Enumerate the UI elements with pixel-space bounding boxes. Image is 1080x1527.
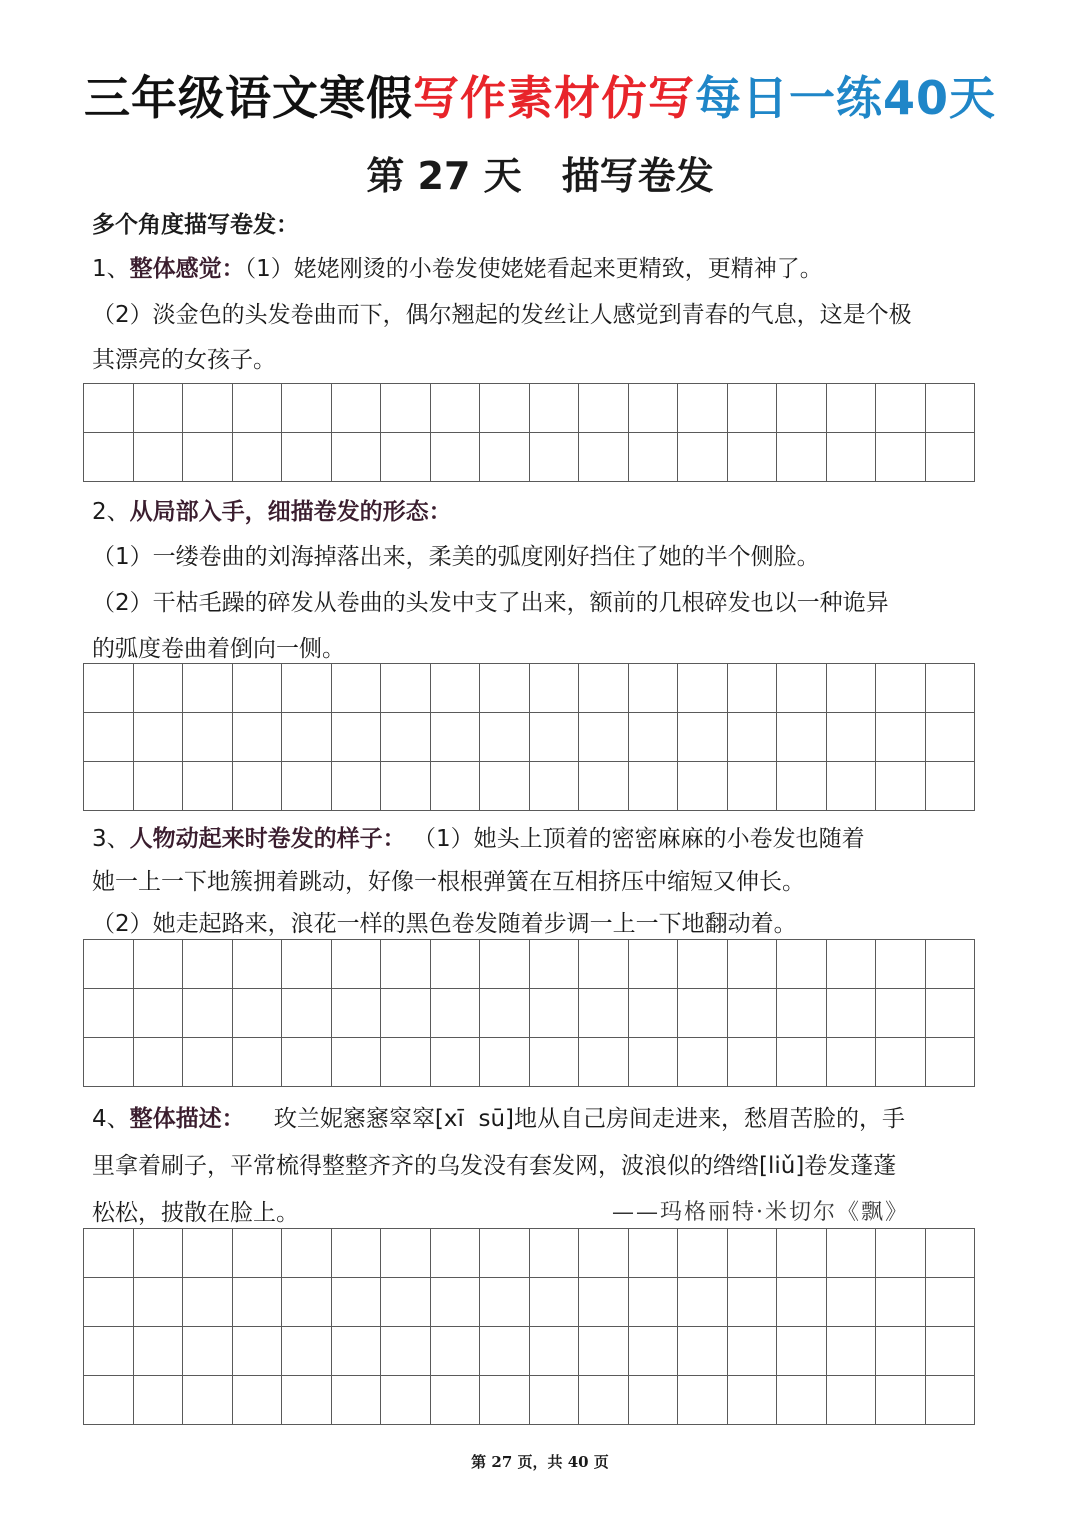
grid-cell[interactable] <box>876 1038 926 1087</box>
grid-cell[interactable] <box>430 989 480 1038</box>
quote-attribution: ——玛格丽特·米切尔《飘》 <box>612 1200 909 1225</box>
grid-cell[interactable] <box>727 433 777 482</box>
grid-row <box>84 433 975 482</box>
grid-cell[interactable] <box>925 1038 975 1087</box>
grid-cell[interactable] <box>84 384 134 433</box>
grid-cell[interactable] <box>133 940 183 989</box>
grid-cell[interactable] <box>84 1229 134 1278</box>
section-3-line-1 <box>92 820 865 853</box>
grid-cell[interactable] <box>232 664 282 713</box>
section-2-line-2: （1）一缕卷曲的刘海掉落出来，柔美的弧度刚好挡住了她的半个侧脸。 <box>92 544 820 570</box>
grid-cell[interactable] <box>84 1376 134 1425</box>
grid-cell[interactable] <box>133 1278 183 1327</box>
section-3-line-2: 她一上一下地簇拥着跳动，好像一根根弹簧在互相挤压中缩短又伸长。 <box>92 869 805 895</box>
grid-cell[interactable] <box>925 1327 975 1376</box>
grid-cell[interactable] <box>480 1278 530 1327</box>
grid-cell[interactable] <box>826 1376 876 1425</box>
grid-cell[interactable] <box>826 1327 876 1376</box>
title-part-black: 三年级语文寒假 <box>83 71 413 125</box>
grid-cell[interactable] <box>133 433 183 482</box>
grid-cell[interactable] <box>727 384 777 433</box>
grid-cell[interactable] <box>678 1327 728 1376</box>
grid-cell[interactable] <box>232 1327 282 1376</box>
grid-cell[interactable] <box>925 713 975 762</box>
grid-cell[interactable] <box>480 664 530 713</box>
grid-cell[interactable] <box>183 1327 233 1376</box>
grid-cell[interactable] <box>678 1229 728 1278</box>
grid-row <box>84 1327 975 1376</box>
grid-row <box>84 1229 975 1278</box>
grid-cell[interactable] <box>133 664 183 713</box>
grid-cell[interactable] <box>331 940 381 989</box>
grid-cell[interactable] <box>84 940 134 989</box>
grid-cell[interactable] <box>331 1376 381 1425</box>
grid-cell[interactable] <box>331 713 381 762</box>
grid-cell[interactable] <box>826 433 876 482</box>
grid-cell[interactable] <box>282 713 332 762</box>
section-heading: 整体感觉： <box>129 256 245 282</box>
grid-cell[interactable] <box>628 713 678 762</box>
grid-cell[interactable] <box>480 1038 530 1087</box>
grid-cell[interactable] <box>529 1278 579 1327</box>
grid-cell[interactable] <box>381 940 431 989</box>
page-footer: 第 27 页，共 40 页 <box>471 1453 609 1471</box>
section-2-line-4: 的弧度卷曲着倒向一侧。 <box>92 636 345 662</box>
grid-cell[interactable] <box>628 1376 678 1425</box>
grid-cell[interactable] <box>232 713 282 762</box>
grid-cell[interactable] <box>579 1229 629 1278</box>
grid-cell[interactable] <box>925 664 975 713</box>
grid-cell[interactable] <box>430 762 480 811</box>
grid-cell[interactable] <box>480 940 530 989</box>
section-text: （1）她头上顶着的密密麻麻的小卷发也随着 <box>405 826 865 852</box>
grid-cell[interactable] <box>232 762 282 811</box>
grid-cell[interactable] <box>727 1278 777 1327</box>
grid-cell[interactable] <box>727 1229 777 1278</box>
grid-cell[interactable] <box>133 1327 183 1376</box>
grid-cell[interactable] <box>678 1278 728 1327</box>
grid-cell[interactable] <box>133 989 183 1038</box>
grid-cell[interactable] <box>777 1376 827 1425</box>
grid-cell[interactable] <box>579 433 629 482</box>
grid-cell[interactable] <box>430 1229 480 1278</box>
grid-cell[interactable] <box>628 433 678 482</box>
grid-cell[interactable] <box>678 1038 728 1087</box>
grid-cell[interactable] <box>529 664 579 713</box>
section-1-line-3: 其漂亮的女孩子。 <box>92 347 276 373</box>
grid-cell[interactable] <box>826 1038 876 1087</box>
grid-cell[interactable] <box>876 433 926 482</box>
grid-cell[interactable] <box>579 384 629 433</box>
grid-cell[interactable] <box>282 1376 332 1425</box>
grid-cell[interactable] <box>727 762 777 811</box>
grid-cell[interactable] <box>282 1278 332 1327</box>
grid-cell[interactable] <box>678 989 728 1038</box>
grid-cell[interactable] <box>480 384 530 433</box>
grid-cell[interactable] <box>678 433 728 482</box>
grid-cell[interactable] <box>84 664 134 713</box>
grid-cell[interactable] <box>84 433 134 482</box>
grid-cell[interactable] <box>727 1376 777 1425</box>
grid-cell[interactable] <box>529 1327 579 1376</box>
grid-cell[interactable] <box>876 713 926 762</box>
grid-cell[interactable] <box>777 1229 827 1278</box>
grid-cell[interactable] <box>232 989 282 1038</box>
day-label: 第 27 天 <box>366 154 522 198</box>
grid-cell[interactable] <box>777 384 827 433</box>
grid-cell[interactable] <box>826 989 876 1038</box>
grid-cell[interactable] <box>628 1038 678 1087</box>
section-heading: 人物动起来时卷发的样子： <box>129 826 406 852</box>
grid-cell[interactable] <box>678 713 728 762</box>
grid-cell[interactable] <box>579 1278 629 1327</box>
section-4-line-3: 松松，披散在脸上。 <box>92 1200 299 1226</box>
grid-cell[interactable] <box>529 1038 579 1087</box>
grid-cell[interactable] <box>183 940 233 989</box>
grid-cell[interactable] <box>282 1327 332 1376</box>
grid-cell[interactable] <box>777 762 827 811</box>
grid-cell[interactable] <box>628 1278 678 1327</box>
section-text: （1）姥姥刚烫的小卷发使姥姥看起来更精致，更精神了。 <box>244 256 823 282</box>
grid-cell[interactable] <box>925 433 975 482</box>
grid-cell[interactable] <box>183 989 233 1038</box>
grid-cell[interactable] <box>381 664 431 713</box>
grid-cell[interactable] <box>331 989 381 1038</box>
grid-cell[interactable] <box>183 433 233 482</box>
grid-cell[interactable] <box>876 762 926 811</box>
section-text: 玫兰妮窸窸窣窣[xī sū]地从自己房间走进来，愁眉苦脸的，手 <box>244 1106 906 1132</box>
writing-grid-1[interactable] <box>83 383 975 482</box>
grid-cell[interactable] <box>480 1229 530 1278</box>
section-number: 2、 <box>92 499 130 525</box>
grid-cell[interactable] <box>381 384 431 433</box>
grid-cell[interactable] <box>381 713 431 762</box>
grid-cell[interactable] <box>430 1376 480 1425</box>
grid-cell[interactable] <box>480 989 530 1038</box>
writing-grid-3[interactable] <box>83 939 975 1087</box>
grid-cell[interactable] <box>84 1038 134 1087</box>
grid-row <box>84 1038 975 1087</box>
grid-cell[interactable] <box>430 1327 480 1376</box>
grid-cell[interactable] <box>777 989 827 1038</box>
grid-cell[interactable] <box>678 384 728 433</box>
grid-cell[interactable] <box>678 940 728 989</box>
grid-cell[interactable] <box>84 713 134 762</box>
grid-cell[interactable] <box>84 989 134 1038</box>
grid-cell[interactable] <box>777 664 827 713</box>
grid-cell[interactable] <box>826 762 876 811</box>
grid-cell[interactable] <box>876 989 926 1038</box>
writing-grid-4[interactable] <box>83 1228 975 1425</box>
grid-cell[interactable] <box>232 1278 282 1327</box>
title-part-red: 写作素材仿写 <box>412 71 695 125</box>
section-1-line-2: （2）淡金色的头发卷曲而下，偶尔翘起的发丝让人感觉到青春的气息，这是个极 <box>92 302 912 328</box>
grid-cell[interactable] <box>826 713 876 762</box>
grid-cell[interactable] <box>529 1229 579 1278</box>
grid-cell[interactable] <box>183 713 233 762</box>
grid-cell[interactable] <box>84 762 134 811</box>
grid-cell[interactable] <box>183 762 233 811</box>
grid-cell[interactable] <box>430 1278 480 1327</box>
section-number: 1、 <box>92 256 130 282</box>
grid-cell[interactable] <box>628 762 678 811</box>
grid-cell[interactable] <box>430 1038 480 1087</box>
grid-row <box>84 664 975 713</box>
grid-cell[interactable] <box>480 1376 530 1425</box>
grid-cell[interactable] <box>579 713 629 762</box>
section-heading: 整体描述： <box>129 1106 245 1132</box>
grid-cell[interactable] <box>331 762 381 811</box>
grid-cell[interactable] <box>331 664 381 713</box>
grid-cell[interactable] <box>430 713 480 762</box>
topic-label: 描写卷发 <box>561 154 714 198</box>
grid-cell[interactable] <box>826 384 876 433</box>
grid-cell[interactable] <box>331 433 381 482</box>
grid-cell[interactable] <box>529 1376 579 1425</box>
grid-cell[interactable] <box>876 1229 926 1278</box>
grid-cell[interactable] <box>777 433 827 482</box>
page-title <box>0 62 1080 128</box>
grid-cell[interactable] <box>529 713 579 762</box>
grid-cell[interactable] <box>133 1229 183 1278</box>
section-number: 3、 <box>92 826 130 852</box>
grid-cell[interactable] <box>331 384 381 433</box>
grid-cell[interactable] <box>579 1376 629 1425</box>
grid-cell[interactable] <box>430 664 480 713</box>
grid-cell[interactable] <box>331 1327 381 1376</box>
grid-cell[interactable] <box>777 1278 827 1327</box>
grid-cell[interactable] <box>381 1229 431 1278</box>
grid-row <box>84 940 975 989</box>
section-1-line-1 <box>92 250 823 283</box>
grid-cell[interactable] <box>232 433 282 482</box>
grid-cell[interactable] <box>678 664 728 713</box>
grid-cell[interactable] <box>628 989 678 1038</box>
grid-cell[interactable] <box>579 664 629 713</box>
grid-cell[interactable] <box>133 762 183 811</box>
grid-cell[interactable] <box>628 664 678 713</box>
grid-row <box>84 1278 975 1327</box>
grid-cell[interactable] <box>183 384 233 433</box>
grid-cell[interactable] <box>331 1229 381 1278</box>
grid-cell[interactable] <box>430 433 480 482</box>
grid-cell[interactable] <box>480 433 530 482</box>
grid-cell[interactable] <box>183 664 233 713</box>
grid-cell[interactable] <box>727 1038 777 1087</box>
grid-cell[interactable] <box>777 1327 827 1376</box>
grid-cell[interactable] <box>84 1327 134 1376</box>
grid-cell[interactable] <box>727 989 777 1038</box>
grid-cell[interactable] <box>282 940 332 989</box>
grid-cell[interactable] <box>183 1376 233 1425</box>
grid-cell[interactable] <box>381 1278 431 1327</box>
section-3-line-3: （2）她走起路来，浪花一样的黑色卷发随着步调一上一下地翻动着。 <box>92 911 797 937</box>
grid-cell[interactable] <box>925 1278 975 1327</box>
grid-cell[interactable] <box>876 1327 926 1376</box>
grid-cell[interactable] <box>826 1229 876 1278</box>
grid-cell[interactable] <box>826 1278 876 1327</box>
grid-cell[interactable] <box>133 1376 183 1425</box>
grid-cell[interactable] <box>480 762 530 811</box>
grid-cell[interactable] <box>876 664 926 713</box>
grid-cell[interactable] <box>678 762 728 811</box>
grid-cell[interactable] <box>826 940 876 989</box>
grid-cell[interactable] <box>925 940 975 989</box>
grid-cell[interactable] <box>727 1327 777 1376</box>
grid-cell[interactable] <box>282 762 332 811</box>
grid-cell[interactable] <box>282 1229 332 1278</box>
grid-cell[interactable] <box>381 989 431 1038</box>
grid-cell[interactable] <box>183 1278 233 1327</box>
grid-cell[interactable] <box>282 1038 332 1087</box>
grid-cell[interactable] <box>84 1278 134 1327</box>
grid-cell[interactable] <box>876 1278 926 1327</box>
grid-row <box>84 713 975 762</box>
grid-row <box>84 762 975 811</box>
section-2-line-1 <box>92 493 452 526</box>
grid-cell[interactable] <box>925 1229 975 1278</box>
grid-cell[interactable] <box>777 713 827 762</box>
grid-cell[interactable] <box>282 384 332 433</box>
grid-cell[interactable] <box>331 1278 381 1327</box>
grid-cell[interactable] <box>925 989 975 1038</box>
grid-row <box>84 989 975 1038</box>
grid-cell[interactable] <box>529 762 579 811</box>
grid-cell[interactable] <box>826 664 876 713</box>
grid-cell[interactable] <box>529 989 579 1038</box>
grid-cell[interactable] <box>727 940 777 989</box>
grid-cell[interactable] <box>579 940 629 989</box>
grid-cell[interactable] <box>282 433 332 482</box>
grid-cell[interactable] <box>727 713 777 762</box>
grid-cell[interactable] <box>232 1229 282 1278</box>
grid-cell[interactable] <box>925 384 975 433</box>
grid-cell[interactable] <box>133 1038 183 1087</box>
section-4-line-2: 里拿着刷子，平常梳得整整齐齐的乌发没有套发网，波浪似的绺绺[liǔ]卷发蓬蓬 <box>92 1153 897 1179</box>
grid-cell[interactable] <box>282 664 332 713</box>
grid-row <box>84 1376 975 1425</box>
grid-cell[interactable] <box>232 1376 282 1425</box>
grid-cell[interactable] <box>381 1038 431 1087</box>
grid-cell[interactable] <box>381 1327 431 1376</box>
grid-row <box>84 384 975 433</box>
grid-cell[interactable] <box>628 1327 678 1376</box>
grid-cell[interactable] <box>331 1038 381 1087</box>
grid-cell[interactable] <box>876 1376 926 1425</box>
grid-cell[interactable] <box>133 384 183 433</box>
grid-cell[interactable] <box>925 1376 975 1425</box>
grid-cell[interactable] <box>529 940 579 989</box>
grid-cell[interactable] <box>282 989 332 1038</box>
grid-cell[interactable] <box>381 762 431 811</box>
grid-cell[interactable] <box>529 384 579 433</box>
grid-cell[interactable] <box>232 384 282 433</box>
day-heading <box>0 145 1080 200</box>
section-heading: 从局部入手，细描卷发的形态： <box>129 499 452 525</box>
grid-cell[interactable] <box>678 1376 728 1425</box>
grid-cell[interactable] <box>727 664 777 713</box>
grid-cell[interactable] <box>183 1038 233 1087</box>
grid-cell[interactable] <box>430 940 480 989</box>
grid-cell[interactable] <box>925 762 975 811</box>
grid-cell[interactable] <box>183 1229 233 1278</box>
grid-cell[interactable] <box>232 1038 282 1087</box>
writing-grid-2[interactable] <box>83 663 975 811</box>
grid-cell[interactable] <box>381 1376 431 1425</box>
grid-cell[interactable] <box>381 433 431 482</box>
grid-cell[interactable] <box>133 713 183 762</box>
grid-cell[interactable] <box>579 989 629 1038</box>
section-4-line-1 <box>92 1100 905 1133</box>
grid-cell[interactable] <box>529 433 579 482</box>
grid-cell[interactable] <box>628 940 678 989</box>
grid-cell[interactable] <box>628 384 678 433</box>
grid-cell[interactable] <box>579 1038 629 1087</box>
grid-cell[interactable] <box>628 1229 678 1278</box>
grid-cell[interactable] <box>579 1327 629 1376</box>
grid-cell[interactable] <box>777 940 827 989</box>
grid-cell[interactable] <box>579 762 629 811</box>
grid-cell[interactable] <box>232 940 282 989</box>
grid-cell[interactable] <box>876 940 926 989</box>
grid-cell[interactable] <box>777 1038 827 1087</box>
grid-cell[interactable] <box>876 384 926 433</box>
grid-cell[interactable] <box>480 1327 530 1376</box>
section-number: 4、 <box>92 1106 130 1132</box>
title-part-blue: 每日一练40天 <box>694 71 996 125</box>
grid-cell[interactable] <box>430 384 480 433</box>
grid-cell[interactable] <box>480 713 530 762</box>
intro-text: 多个角度描写卷发： <box>92 212 299 238</box>
section-2-line-3: （2）干枯毛躁的碎发从卷曲的头发中支了出来，额前的几根碎发也以一种诡异 <box>92 590 889 616</box>
